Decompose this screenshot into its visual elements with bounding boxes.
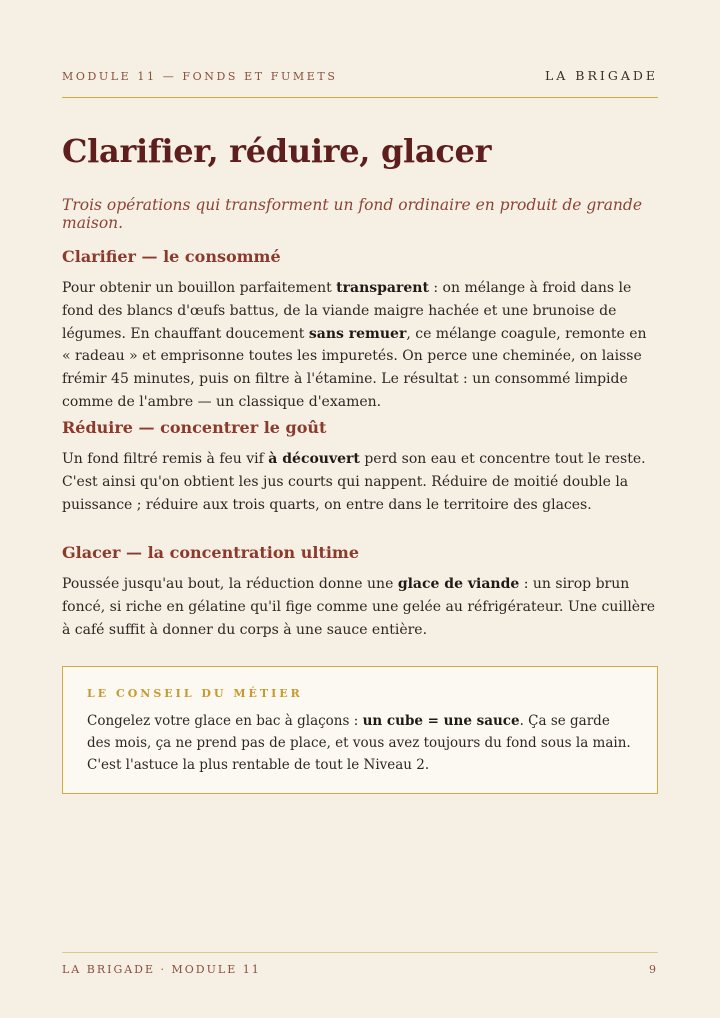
section-body-glacer: Poussée jusqu'au bout, la réduction donne une glace de viande : un sirop brun foncé, si riche en gélatine qu'il fige comme une gelée au réfrigérateur. Une cuillère à café suffit à donner du corps à une sauce entière. — [62, 576, 656, 638]
section-heading-glacer: Glacer — la concentration ultime — [62, 543, 360, 562]
running-header — [62, 68, 658, 98]
page-title: Clarifier, réduire, glacer — [62, 132, 492, 170]
section-body-reduire: Un fond filtré remis à feu vif à découvert perd son eau et concentre tout le reste. C'est ainsi qu'on obtient les jus courts qui nappent. Réduire de moitié double la puissance ; réduire aux trois quarts, on entre dans le territoire des glaces. — [62, 451, 646, 513]
section-heading-clarifier: Clarifier — le consommé — [62, 247, 281, 266]
page — [62, 0, 658, 1018]
page-number: 9 — [649, 963, 658, 976]
module-label: MODULE 11 — FONDS ET FUMETS — [62, 70, 338, 83]
tip-body: Congelez votre glace en bac à glaçons : un cube = une sauce. Ça se garde des mois, ça ne prend pas de place, et vous avez toujours du fond sous la main. C'est l'astuce la plus rentable de tout le Niveau 2. — [87, 713, 631, 773]
tip-box — [62, 666, 658, 794]
section-body-clarifier: Pour obtenir un bouillon parfaitement transparent : on mélange à froid dans le fond des blancs d'œufs battus, de la viande maigre hachée et une brunoise de légumes. En chauffant doucement sans remuer, ce mélange coagule, remonte en « radeau » et emprisonne toutes les impuretés. On perce une cheminée, on laisse frémir 45 minutes, puis on filtre à l'étamine. Le résultat : un consommé limpide comme de l'ambre — un classique d'examen. — [62, 280, 647, 410]
tip-kicker: LE CONSEIL DU MÉTIER — [87, 687, 303, 700]
footer-label: LA BRIGADE · MODULE 11 — [62, 963, 261, 976]
brand-label: LA BRIGADE — [545, 68, 658, 83]
section-heading-reduire: Réduire — concentrer le goût — [62, 418, 327, 437]
page-subtitle: Trois opérations qui transforment un fond ordinaire en produit de grande maison. — [62, 196, 643, 232]
running-footer — [62, 952, 658, 976]
